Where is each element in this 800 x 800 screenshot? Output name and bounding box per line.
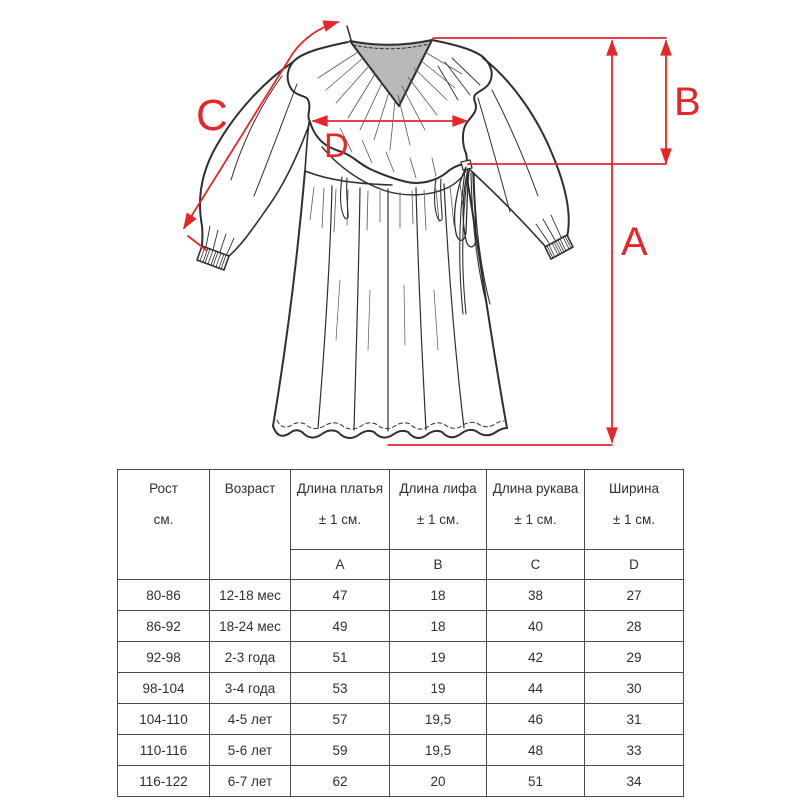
header-height [118, 470, 210, 580]
cell-dress_length: 62 [291, 766, 390, 797]
table-row [118, 735, 684, 766]
cell-bodice_length: 19 [390, 673, 487, 704]
header-bodice-length-title: Длина лифа [399, 481, 477, 496]
cell-width: 31 [585, 704, 684, 735]
label-bodice-length: B [674, 80, 701, 124]
cell-height: 98-104 [118, 673, 210, 704]
cell-age: 18-24 мес [210, 611, 291, 642]
size-table-header [118, 470, 684, 580]
header-bodice-length-tolerance: ± 1 см. [416, 512, 460, 527]
cell-sleeve_length: 46 [487, 704, 585, 735]
skirt-fold-lines [318, 184, 464, 431]
size-table [117, 469, 684, 797]
header-width-tolerance: ± 1 см. [612, 512, 656, 527]
size-table-body [118, 580, 684, 797]
header-dress-length-tolerance: ± 1 см. [318, 512, 362, 527]
cell-height: 86-92 [118, 611, 210, 642]
cell-dress_length: 47 [291, 580, 390, 611]
cell-height: 92-98 [118, 642, 210, 673]
header-height-title: Рост [149, 481, 178, 496]
header-bodice-length [390, 470, 487, 550]
wrap-ruffle-gathers [340, 128, 436, 178]
cell-width: 28 [585, 611, 684, 642]
header-letter-b: B [390, 550, 487, 580]
header-letter-a: A [291, 550, 390, 580]
cell-sleeve_length: 51 [487, 766, 585, 797]
cell-height: 116-122 [118, 766, 210, 797]
header-sleeve-length [487, 470, 585, 550]
hem-stitch-line [277, 420, 504, 429]
cell-bodice_length: 19 [390, 642, 487, 673]
header-age-title: Возраст [224, 481, 276, 496]
cell-sleeve_length: 40 [487, 611, 585, 642]
cell-sleeve_length: 48 [487, 735, 585, 766]
cell-age: 12-18 мес [210, 580, 291, 611]
cell-age: 5-6 лет [210, 735, 291, 766]
table-row [118, 673, 684, 704]
header-width [585, 470, 684, 550]
cell-width: 34 [585, 766, 684, 797]
right-cuff-gathers [536, 215, 561, 243]
label-sleeve-length: C [196, 91, 228, 140]
label-dress-length: A [621, 220, 648, 264]
cell-age: 4-5 лет [210, 704, 291, 735]
cell-sleeve_length: 38 [487, 580, 585, 611]
cell-width: 29 [585, 642, 684, 673]
cell-sleeve_length: 44 [487, 673, 585, 704]
header-width-title: Ширина [609, 481, 659, 496]
cell-bodice_length: 20 [390, 766, 487, 797]
table-row [118, 580, 684, 611]
header-height-unit: см. [153, 512, 174, 527]
cell-dress_length: 51 [291, 642, 390, 673]
cell-width: 33 [585, 735, 684, 766]
label-width: D [324, 127, 349, 165]
skirt-left-edge [273, 171, 305, 426]
header-dress-length-title: Длина платья [296, 481, 384, 496]
cell-dress_length: 57 [291, 704, 390, 735]
cell-height: 80-86 [118, 580, 210, 611]
waist-bow-knot [461, 160, 472, 170]
header-sleeve-length-tolerance: ± 1 см. [514, 512, 557, 527]
cell-sleeve_length: 42 [487, 642, 585, 673]
right-sleeve-inner [468, 168, 545, 246]
cell-age: 3-4 года [210, 673, 291, 704]
table-row [118, 704, 684, 735]
cell-dress_length: 59 [291, 735, 390, 766]
header-letter-d: D [585, 550, 684, 580]
cell-width: 27 [585, 580, 684, 611]
table-row [118, 642, 684, 673]
cell-height: 104-110 [118, 704, 210, 735]
cell-width: 30 [585, 673, 684, 704]
back-collar-tick [347, 26, 351, 40]
table-row [118, 611, 684, 642]
header-age [210, 470, 291, 580]
cell-bodice_length: 18 [390, 580, 487, 611]
cell-bodice_length: 18 [390, 611, 487, 642]
skirt-mid-streaks [336, 280, 438, 350]
cell-height: 110-116 [118, 735, 210, 766]
cell-dress_length: 49 [291, 611, 390, 642]
cell-bodice_length: 19,5 [390, 704, 487, 735]
cell-dress_length: 53 [291, 673, 390, 704]
left-sleeve-outer [200, 62, 293, 246]
cell-age: 2-3 года [210, 642, 291, 673]
cell-age: 6-7 лет [210, 766, 291, 797]
header-letter-c: C [487, 550, 585, 580]
table-row [118, 766, 684, 797]
left-sleeve-inner [229, 125, 309, 256]
cell-bodice_length: 19,5 [390, 735, 487, 766]
header-sleeve-length-title: Длина рукава [492, 481, 579, 496]
right-sleeve-outer [483, 58, 569, 237]
header-dress-length [291, 470, 390, 550]
